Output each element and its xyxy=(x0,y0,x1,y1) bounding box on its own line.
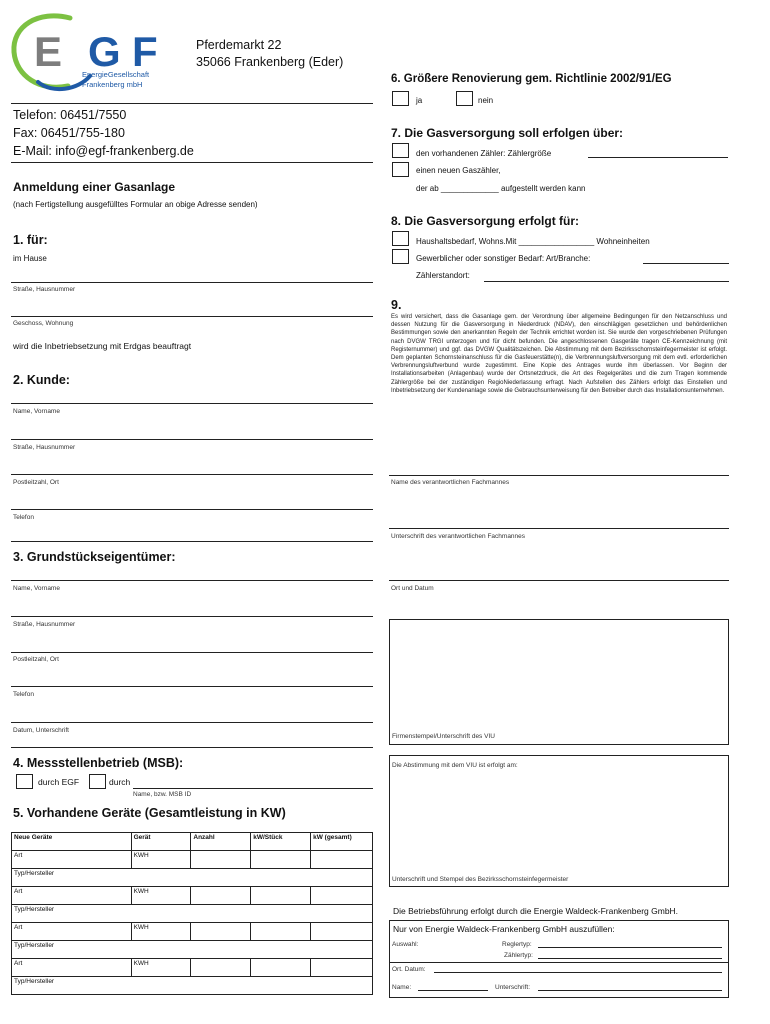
contact-fax: Fax: 06451/755-180 xyxy=(13,126,125,140)
s1-strasse-label: Straße, Hausnummer xyxy=(13,286,76,293)
s2-strasse-line[interactable] xyxy=(11,439,373,440)
cell-kw-gesamt[interactable] xyxy=(311,851,373,869)
cell-art[interactable]: Art xyxy=(12,923,132,941)
s9-ort-datum-label: Ort und Datum xyxy=(391,585,434,592)
cell-unit: KWH xyxy=(131,851,191,869)
s7-heading: 7. Die Gasversorgung soll erfolgen über: xyxy=(391,126,624,140)
s4-other-label: durch xyxy=(109,777,131,787)
s4-egf-checkbox[interactable] xyxy=(16,774,33,789)
s1-note: wird die Inbetriebsetzung mit Erdgas beauftragt xyxy=(13,341,192,351)
cell-anzahl[interactable] xyxy=(191,851,251,869)
s2-telefon-label: Telefon xyxy=(13,514,34,521)
table-row-typ[interactable] xyxy=(12,941,373,959)
s9-fachmann-label: Name des verantwortlichen Fachmannes xyxy=(391,479,510,486)
table-row[interactable] xyxy=(12,959,373,977)
intern-reglertyp-line[interactable] xyxy=(538,947,722,948)
table-row[interactable] xyxy=(12,851,373,869)
s9-fachmann-line[interactable] xyxy=(389,475,729,476)
cell-kw-gesamt[interactable] xyxy=(311,959,373,977)
header-geraet: Gerät xyxy=(131,833,191,851)
table-row[interactable] xyxy=(12,887,373,905)
s8-heading: 8. Die Gasversorgung erfolgt für: xyxy=(391,214,580,228)
cell-anzahl[interactable] xyxy=(191,923,251,941)
intern-name: Name: xyxy=(392,984,412,991)
s9-ort-datum-line[interactable] xyxy=(389,580,729,581)
s9-fachmann-sig-line[interactable] xyxy=(389,528,729,529)
s2-strasse-label: Straße, Hausnummer xyxy=(13,444,76,451)
logo-letter-f: F xyxy=(132,28,158,75)
cell-anzahl[interactable] xyxy=(191,959,251,977)
table-row-typ[interactable] xyxy=(12,905,373,923)
s9-stempel-box[interactable] xyxy=(389,619,729,745)
cell-art[interactable]: Art xyxy=(12,851,132,869)
s8-standort-line[interactable] xyxy=(484,281,729,282)
s7-vorhanden-label: den vorhandenen Zähler: Zählergröße xyxy=(416,149,552,158)
intern-zaehlertyp-line[interactable] xyxy=(538,958,722,959)
logo-line1: EnergieGesellschaft xyxy=(82,70,150,79)
table-row-typ[interactable] xyxy=(12,977,373,995)
s3-telefon-line[interactable] xyxy=(11,686,373,687)
s3-strasse-line[interactable] xyxy=(11,616,373,617)
s3-heading: 3. Grundstückseigentümer: xyxy=(13,550,176,564)
s4-other-checkbox[interactable] xyxy=(89,774,106,789)
s4-egf-label: durch EGF xyxy=(38,777,80,787)
s2-heading: 2. Kunde: xyxy=(13,373,70,387)
table-row-typ[interactable] xyxy=(12,869,373,887)
betrieb-text: Die Betriebsführung erfolgt durch die Energie Waldeck-Frankenberg GmbH. xyxy=(393,906,679,916)
s1-im-hause: im Hause xyxy=(13,254,47,263)
s2-end-line xyxy=(11,541,373,542)
devices-header-row xyxy=(12,833,373,851)
intern-ort-datum-line[interactable] xyxy=(434,972,722,973)
intern-unterschrift-line[interactable] xyxy=(538,990,722,991)
s6-heading: 6. Größere Renovierung gem. Richtlinie 2002/91/EG xyxy=(391,73,672,85)
cell-kw-stueck[interactable] xyxy=(251,851,311,869)
s3-end-line xyxy=(11,747,373,748)
s1-geschoss-label: Geschoss, Wohnung xyxy=(13,320,74,327)
form-subtitle: (nach Fertigstellung ausgefülltes Formular an obige Adresse senden) xyxy=(13,200,258,209)
cell-kw-stueck[interactable] xyxy=(251,923,311,941)
s2-telefon-line[interactable] xyxy=(11,509,373,510)
bez-box[interactable] xyxy=(389,755,729,887)
s3-datum-label: Datum, Unterschrift xyxy=(13,727,69,734)
intern-auswahl: Auswahl: xyxy=(392,941,419,948)
s2-plz-label: Postleitzahl, Ort xyxy=(13,479,59,486)
cell-kw-stueck[interactable] xyxy=(251,959,311,977)
form-title: Anmeldung einer Gasanlage xyxy=(13,180,176,194)
devices-table xyxy=(11,832,373,995)
s3-plz-line[interactable] xyxy=(11,652,373,653)
s1-geschoss-line[interactable] xyxy=(11,316,373,317)
intern-sep-line xyxy=(389,962,729,963)
s9-heading: 9. xyxy=(391,298,402,312)
s2-plz-line[interactable] xyxy=(11,474,373,475)
s7-vorhanden-checkbox[interactable] xyxy=(392,143,409,158)
cell-typ[interactable]: Typ/Hersteller xyxy=(12,977,373,995)
header-kw-gesamt: kW (gesamt) xyxy=(311,833,373,851)
s4-msb-line[interactable] xyxy=(133,788,373,789)
contact-email: E-Mail: info@egf-frankenberg.de xyxy=(13,144,194,158)
cell-art[interactable]: Art xyxy=(12,959,132,977)
s8-haushalt-checkbox[interactable] xyxy=(392,231,409,246)
s4-heading: 4. Messstellenbetrieb (MSB): xyxy=(13,756,184,770)
logo-letter-e: E xyxy=(34,28,63,75)
intern-title: Nur von Energie Waldeck-Frankenberg GmbH auszufüllen: xyxy=(393,924,615,934)
s8-gewerbe-label: Gewerblicher oder sonstiger Bedarf: Art/Branche: xyxy=(416,254,591,263)
cell-kw-gesamt[interactable] xyxy=(311,887,373,905)
s6-nein-checkbox[interactable] xyxy=(456,91,473,106)
s2-name-line[interactable] xyxy=(11,403,373,404)
cell-unit: KWH xyxy=(131,887,191,905)
s6-ja-label: ja xyxy=(416,96,423,105)
intern-name-line[interactable] xyxy=(418,990,488,991)
bez-sig-label: Unterschrift und Stempel des Bezirksschornsteinfegermeister xyxy=(392,876,569,883)
s3-name-line[interactable] xyxy=(11,580,373,581)
s4-msb-sub: Name, bzw. MSB ID xyxy=(133,791,192,798)
cell-typ[interactable]: Typ/Hersteller xyxy=(12,869,373,887)
logo-letter-g: G xyxy=(88,28,121,75)
s3-strasse-label: Straße, Hausnummer xyxy=(13,621,76,628)
s6-nein-label: nein xyxy=(478,96,494,105)
s7-zaehlergroesse-line[interactable] xyxy=(588,157,728,158)
bez-text: Die Abstimmung mit dem VIU ist erfolgt am: xyxy=(392,762,518,769)
header-neue-geraete: Neue Geräte xyxy=(12,833,132,851)
intern-ort-datum: Ort. Datum: xyxy=(392,966,426,973)
s8-haushalt-label: Haushaltsbedarf, Wohns.Mit _________________ Wohneinheiten xyxy=(416,237,650,246)
cell-typ[interactable]: Typ/Hersteller xyxy=(12,905,373,923)
cell-unit: KWH xyxy=(131,923,191,941)
cell-anzahl[interactable] xyxy=(191,887,251,905)
cell-kw-gesamt[interactable] xyxy=(311,923,373,941)
s8-branche-line[interactable] xyxy=(643,263,729,264)
s1-heading: 1. für: xyxy=(13,233,48,247)
intern-unterschrift: Unterschrift: xyxy=(495,984,531,991)
s7-neu-checkbox[interactable] xyxy=(392,162,409,177)
s8-gewerbe-checkbox[interactable] xyxy=(392,249,409,264)
s9-fachmann-sig-label: Unterschrift des verantwortlichen Fachmannes xyxy=(391,533,526,540)
s3-plz-label: Postleitzahl, Ort xyxy=(13,656,59,663)
header-kw-stueck: kW/Stück xyxy=(251,833,311,851)
s3-name-label: Name, Vorname xyxy=(13,585,60,592)
contact-phone: Telefon: 06451/7550 xyxy=(13,108,127,122)
header-anzahl: Anzahl xyxy=(191,833,251,851)
s3-datum-line[interactable] xyxy=(11,722,373,723)
intern-reglertyp: Reglertyp: xyxy=(502,941,532,948)
s9-stempel-label: Firmenstempel/Unterschrift des VIU xyxy=(392,733,495,740)
s6-ja-checkbox[interactable] xyxy=(392,91,409,106)
s3-telefon-label: Telefon xyxy=(13,691,34,698)
s9-declaration-text: Es wird versichert, dass die Gasanlage gem. der Verordnung über allgemeine Bedingungen für den Netzanschluss und dessen Nutzung für die Gasversorgung in Niederdruck (NDAV), den einschlägigen gesetzlichen und behördenlichen Bestimmungen sowie den anerkannten Regeln der Technik errichtet worden ist. Sie wurde den vorgeschriebenen Prüfungen nach DVGW TRGI unterzogen und für dicht befunden. Die angeschlossenen Gasgeräte tragen CE-Kennzeichnung (mit Registernummer) und ggf. das DVGW Qualitätszeichen. Die Abstimmung mit dem Bezirksschornsteinfegermeister ist erfolgt. Dem geplanten Schornsteinanschluss für die Gasfeuerstätte(n), die Verbrennungsluftversorgung mit dem evtl. erforderlichen Verbrennungsluftverbund wurde zugestimmt. Eine Kopie des Antrages wurde ihm überlassen. Vor Beginn der Installationsarbeiten (Anlagenbau) wurde der Ortsnetzdruck, die Art des Regelgerätes und die zum Tragen kommende Zählergröße bei der zuständigen RegioNiederlassung erfragt. Nach Aufstellen des Zählers erfolgt das Einstellen und Inbetriebsetzung der Kundenanlage sowie die Gebrauchsunterweisung für den Betreiber durch das Installationsunternehmen. xyxy=(391,314,727,394)
table-row[interactable] xyxy=(12,923,373,941)
logo-line2: Frankenberg mbH xyxy=(82,80,143,89)
cell-art[interactable]: Art xyxy=(12,887,132,905)
cell-typ[interactable]: Typ/Hersteller xyxy=(12,941,373,959)
s2-name-label: Name, Vorname xyxy=(13,408,60,415)
s1-strasse-line[interactable] xyxy=(11,282,373,283)
s8-standort-label: Zählerstandort: xyxy=(416,271,470,280)
address-city: 35066 Frankenberg (Eder) xyxy=(196,55,344,69)
egf-logo xyxy=(8,12,178,94)
intern-zaehlertyp: Zählertyp: xyxy=(504,952,533,959)
address-street: Pferdemarkt 22 xyxy=(196,38,282,52)
cell-kw-stueck[interactable] xyxy=(251,887,311,905)
s5-heading: 5. Vorhandene Geräte (Gesamtleistung in KW) xyxy=(13,806,286,820)
s7-neu-label: einen neuen Gaszähler, xyxy=(416,166,501,175)
cell-unit: KWH xyxy=(131,959,191,977)
s7-ab-label: der ab _____________ aufgestellt werden kann xyxy=(416,184,586,193)
